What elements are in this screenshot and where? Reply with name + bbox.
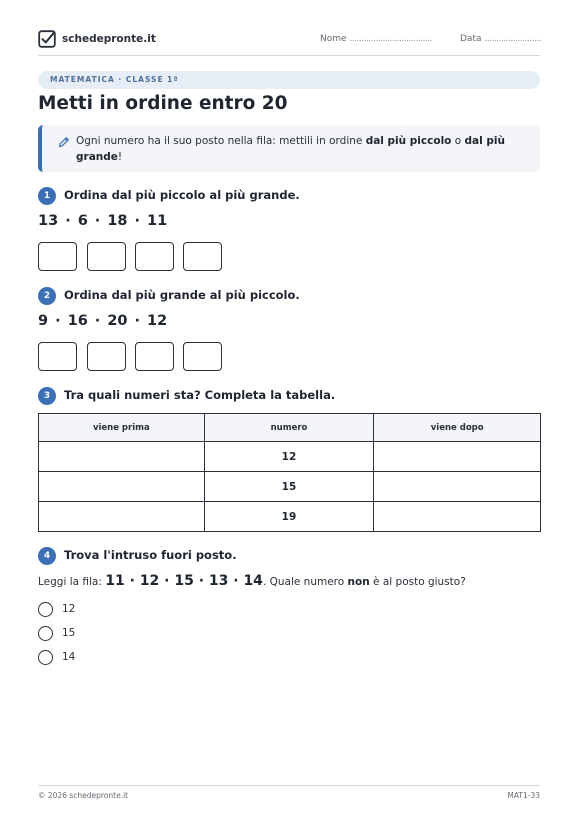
table-cell-number: 15 [204,472,374,502]
sequence-separator: · [94,213,101,229]
question-text: Leggi la fila: [38,576,106,588]
sequence-number: 6 [77,213,88,229]
table-cell-after[interactable] [374,472,541,502]
sequence-number: 9 [38,313,49,329]
radio-button[interactable] [38,650,53,665]
table-cell-number: 19 [204,502,374,532]
category-label: MATEMATICA · CLASSE 1ª [50,75,179,84]
instruction-bold2: dal più grande [76,135,505,163]
exercise-2-label: Ordina dal più grande al più piccolo. [64,288,300,302]
worksheet-code: MAT1-33 [507,791,540,800]
table-cell-before[interactable] [39,472,205,502]
question-text: è al posto giusto? [369,576,466,588]
instruction-part3: ! [117,151,123,163]
instruction-bold1: dal più piccolo [365,135,452,147]
sequence-separator: · [134,213,141,229]
question-emphasis: non [347,576,370,588]
table-row [39,502,541,532]
instruction-box [38,125,540,172]
answer-box[interactable] [183,342,222,371]
date-field[interactable] [460,34,541,44]
exercise-4-question [38,573,466,589]
exercise-3-label: Tra quali numeri sta? Completa la tabella. [64,388,336,402]
sequence-number: 13 [38,213,59,229]
number-row: 11 · 12 · 15 · 13 · 14 [105,573,263,589]
page-title: Metti in ordine entro 20 [38,93,288,114]
question-text: . Quale numero [262,576,348,588]
answer-box[interactable] [183,242,222,271]
name-field[interactable] [320,34,432,44]
name-label: Nome [320,34,347,44]
date-label: Data [460,34,482,44]
option-label: 12 [62,603,76,615]
answer-box[interactable] [38,342,77,371]
sequence-number: 12 [147,313,168,329]
exercise-2-number: 2 [38,287,56,305]
column-header: numero [204,414,374,442]
sequence-number: 20 [107,313,128,329]
brand-name: schedepronte.it [62,33,156,45]
sequence-number: 16 [67,313,88,329]
option-label: 15 [62,627,76,639]
name-dots: ................................... [349,34,433,44]
pencil-icon [58,136,70,148]
table-row [39,442,541,472]
answer-box[interactable] [38,242,77,271]
exercise-4-number: 4 [38,547,56,565]
exercise-4-label: Trova l'intruso fuori posto. [64,548,237,562]
radio-button[interactable] [38,626,53,641]
column-header: viene prima [39,414,205,442]
sequence-separator: · [55,313,61,329]
sequence-separator: · [65,213,71,229]
page-footer [38,785,540,805]
exercise-2-sequence [38,313,167,329]
sequence-number: 18 [107,213,128,229]
table-cell-number: 12 [204,442,374,472]
instruction-text [76,133,516,165]
exercise-3-number: 3 [38,387,56,405]
category-badge [38,71,540,89]
table-cell-before[interactable] [39,502,205,532]
radio-button[interactable] [38,602,53,617]
table-cell-before[interactable] [39,442,205,472]
table-header-row [39,414,541,442]
table-cell-after[interactable] [374,502,541,532]
date-dots: ........................ [484,34,542,44]
instruction-part1: Ogni numero ha il suo posto nella fila: mettili in ordine [76,135,366,147]
checkbox-logo-icon [38,30,56,48]
answer-box[interactable] [87,342,126,371]
sequence-number: 11 [147,213,168,229]
instruction-part2: o [451,135,465,147]
answer-box[interactable] [135,242,174,271]
exercise-1-number: 1 [38,187,56,205]
table-cell-after[interactable] [374,442,541,472]
exercise-1-label: Ordina dal più piccolo al più grande. [64,188,300,202]
neighbors-table [38,413,541,532]
footer-copyright: © 2026 schedepronte.it [38,791,129,800]
sequence-separator: · [94,313,101,329]
table-row [39,472,541,502]
column-header: viene dopo [374,414,541,442]
answer-box[interactable] [87,242,126,271]
answer-box[interactable] [135,342,174,371]
sequence-separator: · [134,313,141,329]
exercise-1-sequence [38,213,167,229]
page-header [38,28,540,56]
option-label: 14 [62,651,76,663]
